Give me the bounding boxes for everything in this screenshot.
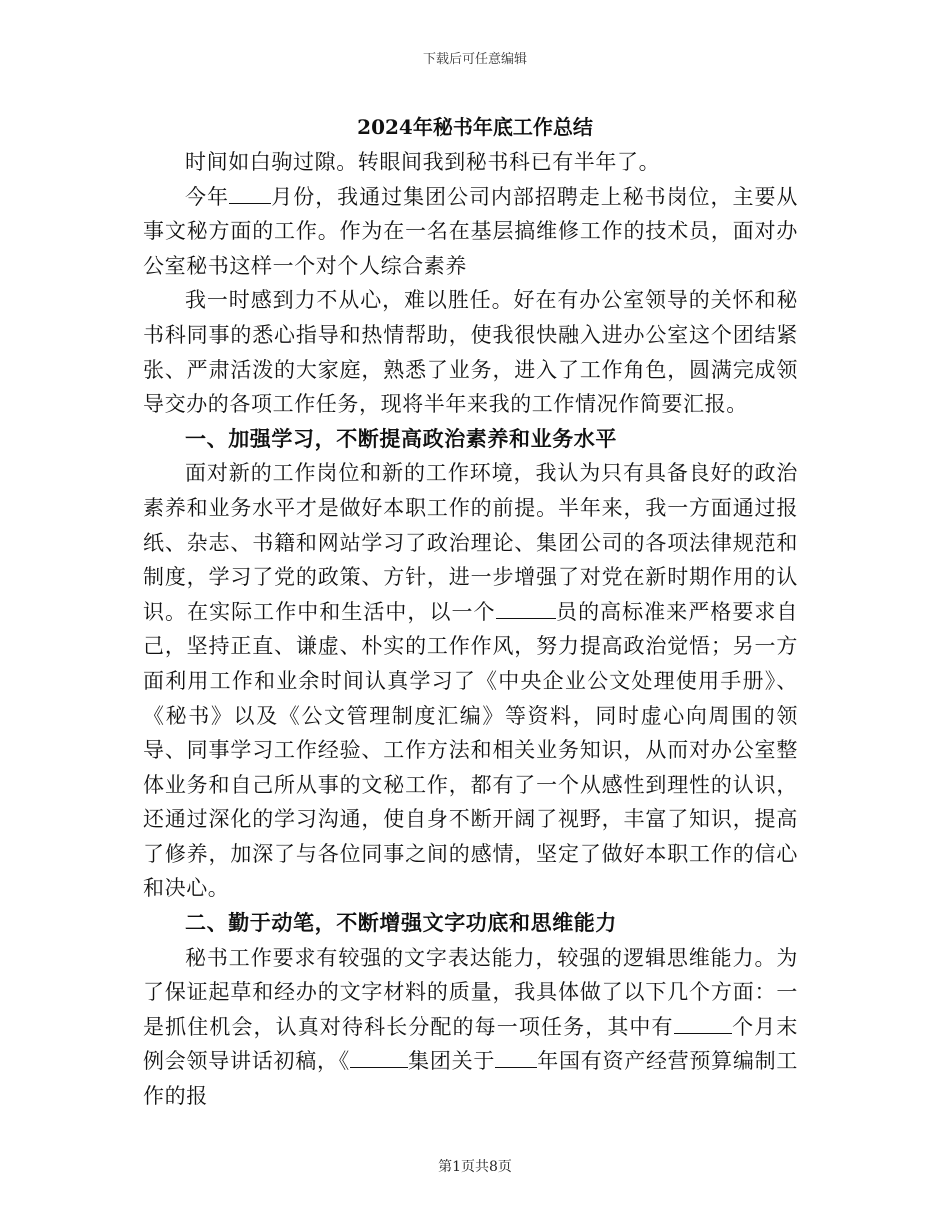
paragraph <box>143 456 798 906</box>
section-heading: 一、加强学习，不断提高政治素养和业务水平 <box>185 425 617 451</box>
fill-in-blank <box>496 598 556 619</box>
paragraph <box>143 180 798 284</box>
section-heading: 二、勤于动笔，不断增强文字功底和思维能力 <box>185 910 617 936</box>
text-run: 年国有资产经营预算编制工作的报 <box>143 1049 799 1109</box>
text-run: 面对新的工作岗位和新的工作环境，我认为只有具备良好的政治素养和业务水平才是做好本职工作的前提。半年来，我一方面通过报纸、杂志、书籍和网站学习了政治理论、集团公司的各项法律规范和制度，学习了党的政策、方针，进一步增强了对党在新时期作用的认识。在实际工作中和生活中，以一个 <box>143 461 798 624</box>
text-run: 月份，我通过集团公司内部招聘走上秘书岗位，主要从事文秘方面的工作。作为在一名在基层搞维修工作的技术员，面对办公室秘书这样一个对个人综合素养 <box>143 184 799 278</box>
text-run: 秘书工作要求有较强的文字表达能力，较强的逻辑思维能力。为了保证起草和经办的文字材料的质量，我具体做了以下几个方面：一是抓住机会，认真对待科长分配的每一项任务，其中有 <box>143 945 798 1039</box>
text-run: 个月末例会领导讲话初稿，《 <box>143 1014 798 1074</box>
text-run: 今年 <box>185 184 229 209</box>
header-note: 下载后可任意编辑 <box>422 52 527 67</box>
text-run: 员的高标准来严格要求自己，坚持正直、谦虚、朴实的工作作风，努力提高政治觉悟；另一方面利用工作和业余时间认真学习了《中央企业公文处理使用手册》、《秘书》以及《公文管理制度汇编》等资料，同时虚心向周围的领导、同事学习工作经验、工作方法和相关业务知识，从而对办公室整体业务和自己所从事的文秘工作，都有了一个从感性到理性的认识，还通过深化的学习沟通，使自身不断开阔了视野，丰富了知识，提高了修养，加深了与各位同事之间的感情，坚定了做好本职工作的信心和决心。 <box>143 599 798 901</box>
text-run: 集团关于 <box>407 1049 496 1074</box>
fill-in-blank <box>350 1047 408 1068</box>
paragraph: 我一时感到力不从心，难以胜任。好在有办公室领导的关怀和秘书科同事的悉心指导和热情帮助，使我很快融入进办公室这个团结紧张、严肃活泼的大家庭，熟悉了业务，进入了工作角色，圆满完成领导交办的各项工作任务，现将半年来我的工作情况作简要汇报。 <box>143 288 798 417</box>
fill-in-blank <box>229 183 271 204</box>
document-body <box>143 145 798 1114</box>
paragraph: 时间如白驹过隙。转眼间我到秘书科已有半年了。 <box>185 150 661 174</box>
fill-in-blank <box>674 1013 732 1034</box>
page-footer: 第1页共8页 <box>438 1159 512 1175</box>
document-title: 2024年秘书年底工作总结 <box>357 115 593 139</box>
fill-in-blank <box>495 1047 537 1068</box>
paragraph <box>143 941 798 1114</box>
